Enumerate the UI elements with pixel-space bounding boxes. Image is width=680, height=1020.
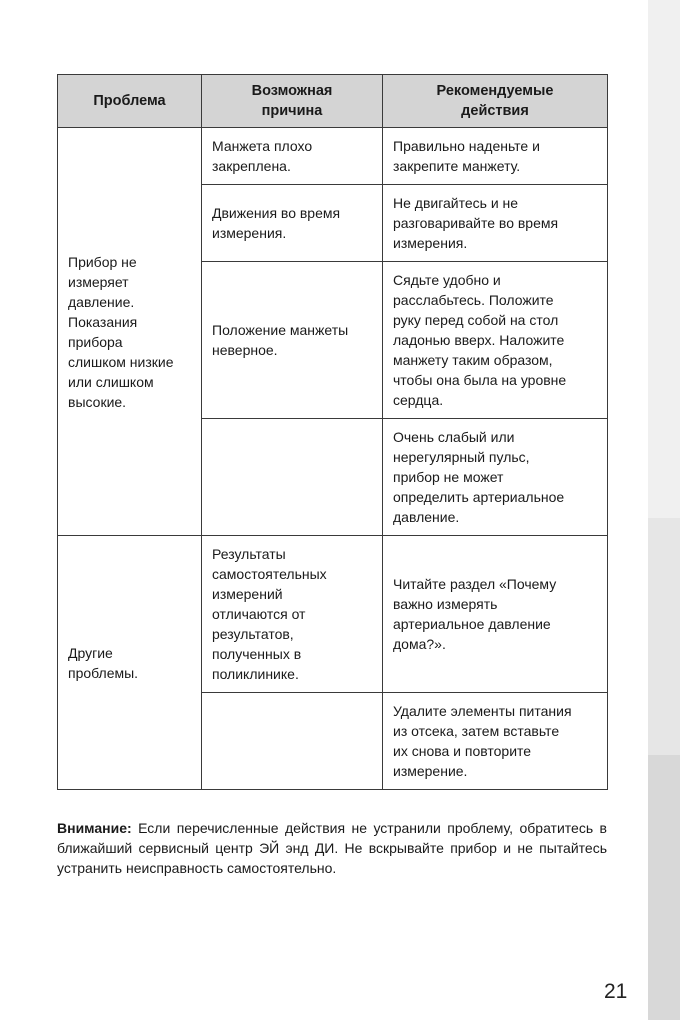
header-cause: Возможная причина — [202, 75, 383, 128]
side-band-top — [648, 0, 680, 518]
header-action: Рекомендуемые действия — [383, 75, 608, 128]
table-row — [58, 536, 608, 693]
cause-cell — [202, 419, 383, 536]
table-row — [58, 128, 608, 185]
action-cell: Сядьте удобно и расслабьтесь. Положите руку перед собой на стол ладонью вверх. Наложите манжету таким образом, чтобы она была на уровне сердца. — [383, 262, 608, 419]
problem-cell: Другие проблемы. — [58, 536, 202, 790]
action-cell: Удалите элементы питания из отсека, затем вставьте их снова и повторите измерение. — [383, 693, 608, 790]
warning-label: Внимание: — [57, 820, 132, 836]
header-problem: Проблема — [58, 75, 202, 128]
cause-cell: Результаты самостоятельных измерений отличаются от результатов, полученных в поликлинике. — [202, 536, 383, 693]
action-cell: Не двигайтесь и не разговаривайте во время измерения. — [383, 185, 608, 262]
warning-text: Если перечисленные действия не устранили проблему, обратитесь в ближайший сервисный центр ЭЙ энд ДИ. Не вскрывайте прибор и не пытайтесь устранить неисправность самостоятельно. — [57, 820, 607, 876]
cause-cell: Манжета плохо закреплена. — [202, 128, 383, 185]
side-band-middle — [648, 518, 680, 755]
side-band-bottom — [648, 755, 680, 1020]
problem-cell: Прибор не измеряет давление. Показания прибора слишком низкие или слишком высокие. — [58, 128, 202, 536]
action-cell: Читайте раздел «Почему важно измерять артериальное давление дома?». — [383, 536, 608, 693]
warning-note — [57, 818, 607, 878]
table-header-row — [58, 75, 608, 128]
action-cell: Правильно наденьте и закрепите манжету. — [383, 128, 608, 185]
cause-cell — [202, 693, 383, 790]
cause-cell: Положение манжеты неверное. — [202, 262, 383, 419]
troubleshooting-table — [57, 74, 608, 790]
cause-cell: Движения во время измерения. — [202, 185, 383, 262]
page-number: 21 — [604, 980, 628, 1003]
action-cell: Очень слабый или нерегулярный пульс, прибор не может определить артериальное давление. — [383, 419, 608, 536]
